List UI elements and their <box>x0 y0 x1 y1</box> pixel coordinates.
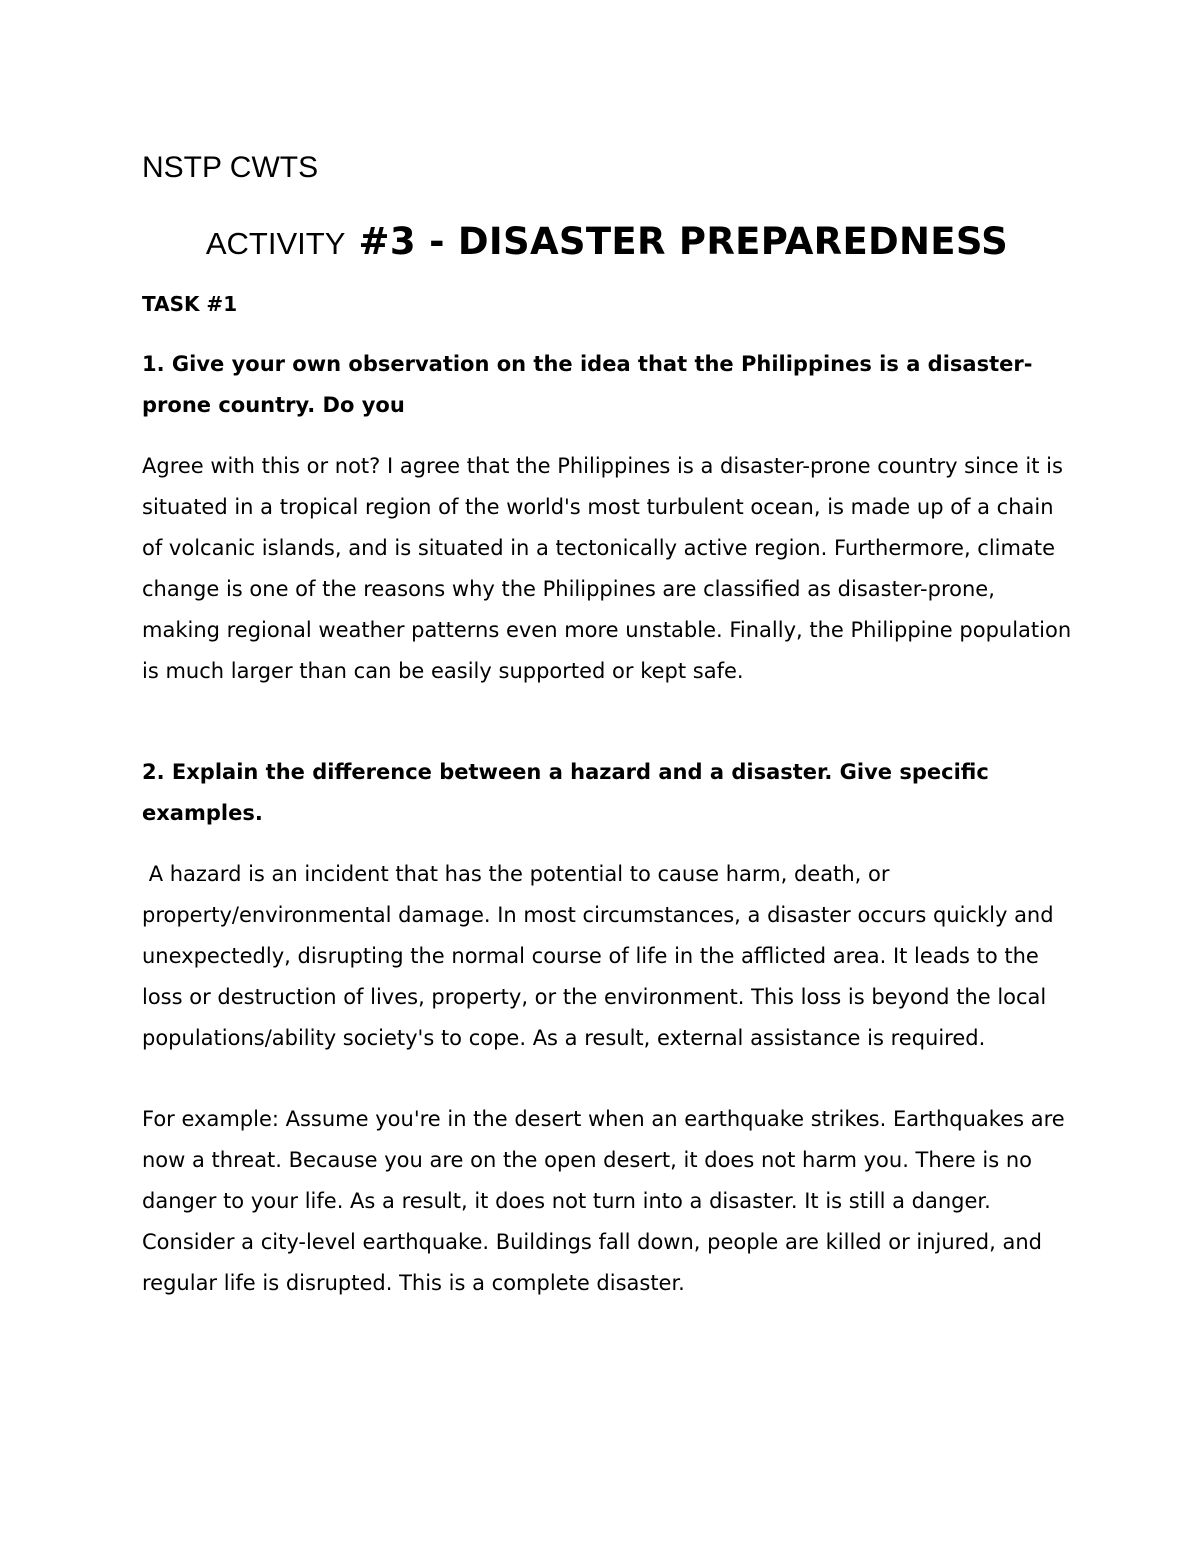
course-heading: NSTP CWTS <box>142 151 319 184</box>
activity-title <box>142 216 1072 270</box>
answer-2: A hazard is an incident that has the potential to cause harm, death, or property/environmental damage. In most circumstances, a disaster occurs quickly and unexpectedly, disrupting the normal course of life in the afflicted area. It leads to the loss or destruction of lives, property, or the environment. This loss is beyond the local populations/ability society's to cope. As a result, external assistance is required. <box>142 862 1061 1050</box>
title-main: #3 - DISASTER PREPAREDNESS <box>345 220 1009 263</box>
answer-2-example: For example: Assume you're in the desert when an earthquake strikes. Earthquakes are now a threat. Because you are on the open desert, it does not harm you. There is no danger to your life. As a result, it does not turn into a disaster. It is still a danger. Consider a city-level earthquake. Buildings fall down, people are killed or injured, and regular life is disrupted. This is a complete disaster. <box>142 1107 1072 1295</box>
question-1: 1. Give your own observation on the idea that the Philippines is a disaster-prone country. Do you <box>142 352 1033 417</box>
question-2: 2. Explain the difference between a hazard and a disaster. Give specific examples. <box>142 760 997 825</box>
task-label: TASK #1 <box>142 292 238 316</box>
answer-1: Agree with this or not? I agree that the Philippines is a disaster-prone country since it is situated in a tropical region of the world's most turbulent ocean, is made up of a chain of volcanic islands, and is situated in a tectonically active region. Furthermore, climate change is one of the reasons why the Philippines are classified as disaster-prone, making regional weather patterns even more unstable. Finally, the Philippine population is much larger than can be easily supported or kept safe. <box>142 454 1078 683</box>
title-prefix: ACTIVITY <box>205 226 346 261</box>
